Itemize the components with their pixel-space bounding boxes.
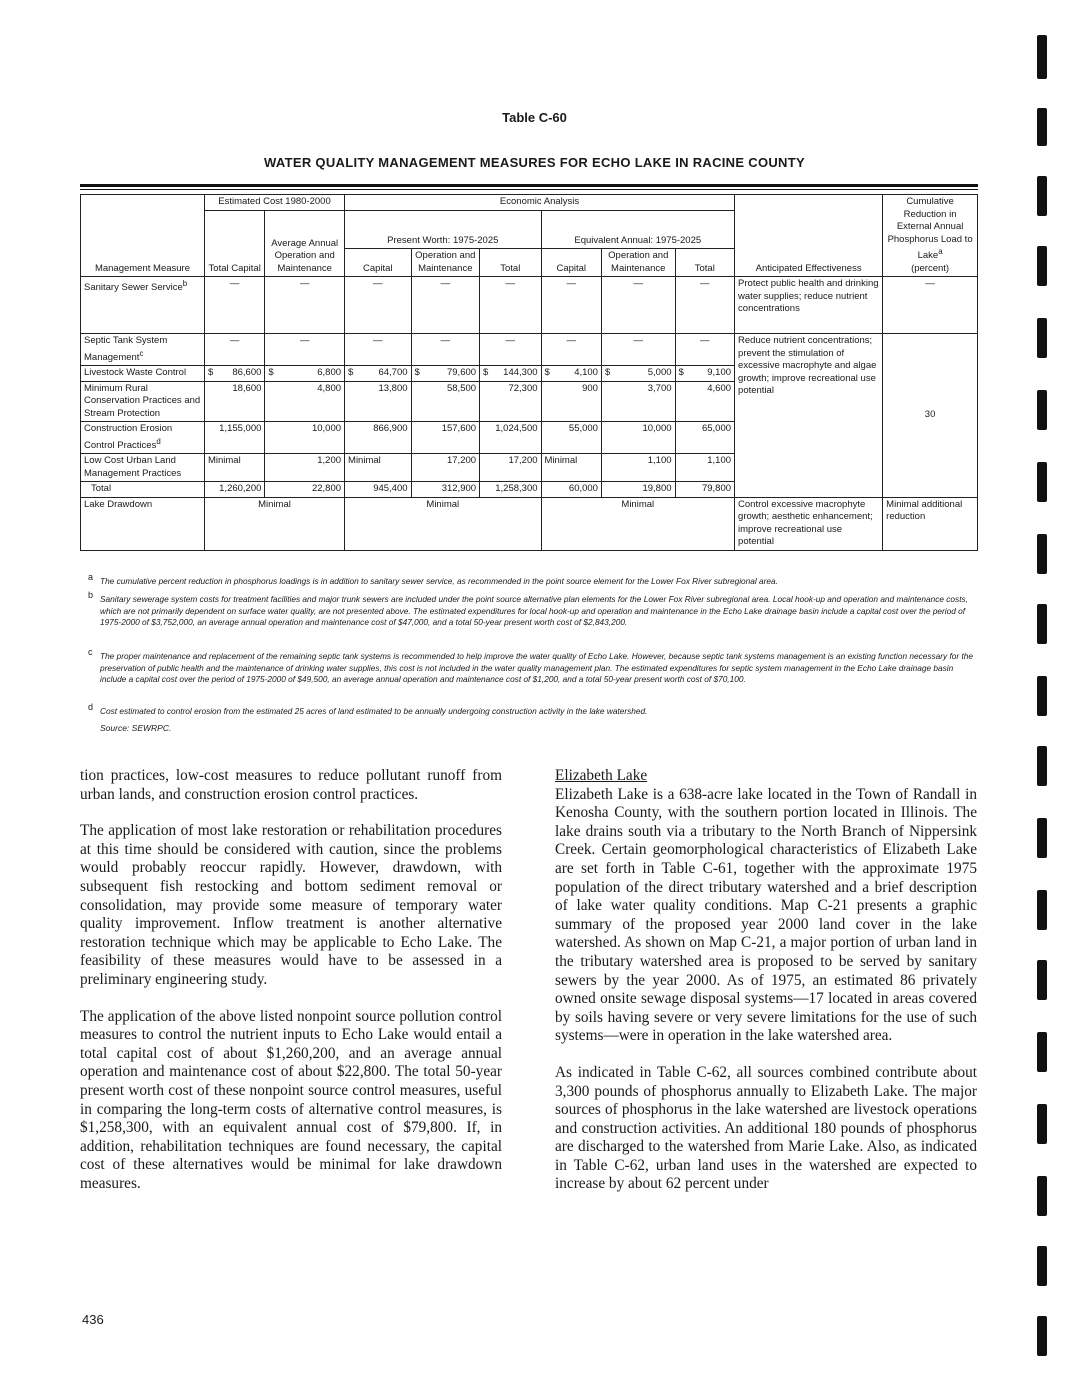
binding-mark [1037, 676, 1047, 716]
cell-value: Minimal [204, 497, 344, 550]
row-label: Lake Drawdown [81, 497, 205, 550]
binding-mark [1037, 390, 1047, 430]
header-row [81, 195, 978, 211]
binding-mark [1037, 1032, 1047, 1072]
cell-value: — [204, 277, 264, 334]
header-ea-total: Total [675, 249, 735, 277]
cell-value: 1,155,000 [204, 422, 264, 454]
footnote-b: b Sanitary sewerage system costs for treatment facilities and major trunk sewers are included under the point source alternative plan elements for the Lower Fox River subregional area. Local hook-up and operation and maintenance costs, which are not primarily dependent on surface water quality, are not presented above. The estimated expenditures for local hook-up and operation and maintenance in the Echo Lake drainage basin include a capital cost over the period of 1975-2000 of $3,752,000, an average annual operation and maintenance cost of $47,000, and a total 50-year present worth cost of $2,843,200. [88, 590, 968, 627]
cell-value: 1,200 [265, 454, 345, 482]
cell-value: 1,258,300 [480, 482, 541, 498]
cell-value: 900 [541, 381, 601, 422]
cell-value: — [480, 334, 541, 366]
header-measure: Management Measure [81, 195, 205, 277]
cell-value: — [675, 334, 735, 366]
cell-value: 58,500 [411, 381, 480, 422]
binding-mark [1037, 890, 1047, 930]
binding-mark [1037, 246, 1047, 286]
cell-group-reduction: 30 [883, 334, 978, 498]
section-heading: Elizabeth Lake [555, 767, 648, 784]
table-source: Source: SEWRPC. [100, 723, 172, 733]
paragraph: As indicated in Table C-62, all sources combined contribute about 3,300 pounds of phosphorus annually to Elizabeth Lake. The major sources of phosphorus in the lake watershed are livestock operations and construction activities. An additional 180 pounds of phosphorus are discharged to the watershed from Marie Lake. Also, as indicated in Table C-62, urban land uses in the watershed are expected to increase by about 62 percent under [555, 1063, 977, 1193]
cell-value: Minimal [541, 454, 601, 482]
cell-value: 22,800 [265, 482, 345, 498]
cell-value: 17,200 [480, 454, 541, 482]
cell-value: Minimal [204, 454, 264, 482]
header-reduction-sup: a [938, 247, 943, 256]
table-row [81, 497, 978, 550]
row-label: Total [81, 482, 205, 498]
binding-mark [1037, 604, 1047, 644]
cell-value: 19,800 [601, 482, 675, 498]
cell-value: 3,700 [601, 381, 675, 422]
cell-value: 157,600 [411, 422, 480, 454]
cell-value: 4,800 [265, 381, 345, 422]
footnote-a: a The cumulative percent reduction in phosphorus loadings is in addition to sanitary sewer service, as recommended in the point source element for the Lower Fox River subregional area. [88, 572, 778, 586]
row-label: Low Cost Urban Land Management Practices [81, 454, 205, 482]
table-row [81, 334, 978, 366]
paragraph: The application of the above listed nonpoint source pollution control measures to control the nutrient inputs to Echo Lake would entail a total capital cost of about $1,260,200, and an average annual operation and maintenance cost of about $22,800. The total 50-year present worth cost of these nonpoint source control measures, useful in comparing the long-term costs of alternative control measures, is $1,258,300, with an equivalent annual cost of $79,800. If, in addition, rehabilitation techniques are found necessary, the capital cost of these alternatives would be minimal for lake drawdown measures. [80, 1007, 502, 1192]
cell-effectiveness: Protect public health and drinking water supplies; reduce nutrient concentrations [735, 277, 883, 334]
footnote-c: c The proper maintenance and replacement of the remaining septic tank systems is recommended to help improve the water quality of Echo Lake. However, because septic tank systems management is an existing function necessary for the preservation of public health and the maintenance of drinking water supplies, this cost is not included in the water quality management plan. The estimated expenditures for septic system management in the Echo Lake drainage basin include a capital cost over the period of 1975-2000 of $49,500, an average annual operation and maintenance cost of $1,200, and a total 50-year present worth cost of $70,100. [88, 647, 974, 684]
header-pw-capital: Capital [345, 249, 412, 277]
binding-mark [1037, 318, 1047, 358]
cell-value: — [601, 334, 675, 366]
row-label: Construction Erosion Control Practices$^d$ [81, 422, 205, 454]
binding-mark [1037, 960, 1047, 1000]
header-total-capital: Total Capital [204, 210, 264, 277]
header-reduction-label: Cumulative Reduction in External Annual Phosphorus Load to Lake [887, 196, 973, 262]
cell-value: 65,000 [675, 422, 735, 454]
cell-value: 4,600 [675, 381, 735, 422]
cell-value: — [265, 277, 345, 334]
table-top-rule-thin [80, 189, 978, 190]
footnote-d: d Cost estimated to control erosion from the estimated 25 acres of land estimated to be annually undergoing construction activity in the lake watershed. [88, 702, 648, 716]
cell-reduction: Minimal additional reduction [883, 497, 978, 550]
cell-value: — [411, 334, 480, 366]
management-measures-table [80, 194, 978, 551]
cell-value: 79,800 [675, 482, 735, 498]
cell-value: $ 5,000 [601, 366, 675, 382]
cell-value: 312,900 [411, 482, 480, 498]
cell-value: 866,900 [345, 422, 412, 454]
cell-value: $ 144,300 [480, 366, 541, 382]
table-top-rule [80, 184, 978, 187]
cell-value: 945,400 [345, 482, 412, 498]
header-effectiveness: Anticipated Effectiveness [735, 195, 883, 277]
cell-value: Minimal [345, 497, 541, 550]
table-number: Table C-60 [502, 110, 567, 125]
cell-value: 18,600 [204, 381, 264, 422]
cell-value: — [204, 334, 264, 366]
header-est-cost: Estimated Cost 1980-2000 [204, 195, 344, 211]
binding-mark [1037, 818, 1047, 858]
cell-value: Minimal [345, 454, 412, 482]
cell-value: 10,000 [265, 422, 345, 454]
table-title: WATER QUALITY MANAGEMENT MEASURES FOR ECHO LAKE IN RACINE COUNTY [264, 155, 805, 170]
cell-reduction: — [883, 277, 978, 334]
header-economic-analysis: Economic Analysis [345, 195, 735, 211]
cell-value: 60,000 [541, 482, 601, 498]
cell-value: 1,100 [601, 454, 675, 482]
cell-value: 55,000 [541, 422, 601, 454]
cell-value: 13,800 [345, 381, 412, 422]
row-label: Septic Tank System Management$^c$ [81, 334, 205, 366]
header-reduction-unit: (percent) [911, 262, 950, 274]
cell-value: — [541, 277, 601, 334]
left-column [80, 767, 502, 1211]
header-pw-om: Operation and Maintenance [411, 249, 480, 277]
header-avg-annual-om: Average Annual Operation and Maintenance [265, 210, 345, 277]
cell-value: 72,300 [480, 381, 541, 422]
cell-value: $ 64,700 [345, 366, 412, 382]
header-ea-om: Operation and Maintenance [601, 249, 675, 277]
binding-mark [1037, 534, 1047, 574]
cell-value: — [411, 277, 480, 334]
binding-mark [1037, 1246, 1047, 1286]
paragraph: The application of most lake restoration or rehabilitation procedures at this time should be considered with caution, since the problems would probably reoccur rapidly. However, drawdown, with subsequent fish restocking and bottom sediment removal or consolidation, may provide some measure of temporary water quality improvement. Inflow treatment is another alternative restoration technique which may be applicable to Echo Lake. The feasibility of these measures would have to be assessed in a preliminary engineering study. [80, 822, 502, 988]
binding-mark [1037, 35, 1047, 79]
cell-value: — [541, 334, 601, 366]
cell-value: — [345, 334, 412, 366]
cell-group-effectiveness: Reduce nutrient concentrations; prevent the stimulation of excessive macrophyte and algae growth; improve recreational use potential [735, 334, 883, 498]
cell-value: — [265, 334, 345, 366]
cell-value: $ 9,100 [675, 366, 735, 382]
cell-value: — [345, 277, 412, 334]
header-reduction [883, 195, 978, 277]
paragraph: Elizabeth Lake is a 638-acre lake located in the Town of Randall in Kenosha County, with the southern portion located in Illinois. The lake drains south via a tributary to the North Branch of Nippersink Creek. Certain geomorphological characteristics of Elizabeth Lake are set forth in Table C-61, together with the approximate 1975 population of the direct tributary watershed and a brief description of lake water quality conditions. Map C-21 presents a graphic summary of the proposed year 2000 land cover in the lake watershed. As shown on Map C-21, a major portion of urban land in the tributary watershed area is proposed to be served by sanitary sewers by the year 2000. As of 1975, an estimated 86 privately owned onsite sewage disposal systems—17 located in areas covered by soils having severe or very severe limitations for the use of such systems—were in operation in the lake watershed area. [555, 785, 977, 1045]
cell-value: $ 86,600 [204, 366, 264, 382]
header-pw-total: Total [480, 249, 541, 277]
binding-mark [1037, 176, 1047, 216]
page-number: 436 [82, 1312, 104, 1327]
binding-mark [1037, 462, 1047, 502]
header-ea-capital: Capital [541, 249, 601, 277]
row-label: Minimum Rural Conservation Practices and Stream Protection [81, 381, 205, 422]
cell-value: 10,000 [601, 422, 675, 454]
table-row [81, 277, 978, 334]
cell-value: $ 79,600 [411, 366, 480, 382]
binding-mark [1037, 1176, 1047, 1216]
paragraph: tion practices, low-cost measures to reduce pollutant runoff from urban lands, and construction erosion control practices. [80, 767, 502, 803]
cell-value: 1,260,200 [204, 482, 264, 498]
cell-value: $ 4,100 [541, 366, 601, 382]
cell-value: $ 6,800 [265, 366, 345, 382]
right-column [555, 767, 977, 1212]
cell-value: 1,100 [675, 454, 735, 482]
cell-effectiveness: Control excessive macrophyte growth; aesthetic enhancement; improve recreational use potential [735, 497, 883, 550]
binding-mark [1037, 1316, 1047, 1356]
header-equivalent-annual: Equivalent Annual: 1975-2025 [541, 210, 735, 249]
cell-value: 17,200 [411, 454, 480, 482]
row-label: Sanitary Sewer Service$^b$ [81, 277, 205, 334]
header-present-worth: Present Worth: 1975-2025 [345, 210, 541, 249]
cell-value: Minimal [541, 497, 735, 550]
cell-value: 1,024,500 [480, 422, 541, 454]
cell-value: — [601, 277, 675, 334]
cell-value: — [480, 277, 541, 334]
binding-mark [1037, 746, 1047, 786]
binding-mark [1037, 1104, 1047, 1144]
cell-value: — [675, 277, 735, 334]
row-label: Livestock Waste Control [81, 366, 205, 382]
